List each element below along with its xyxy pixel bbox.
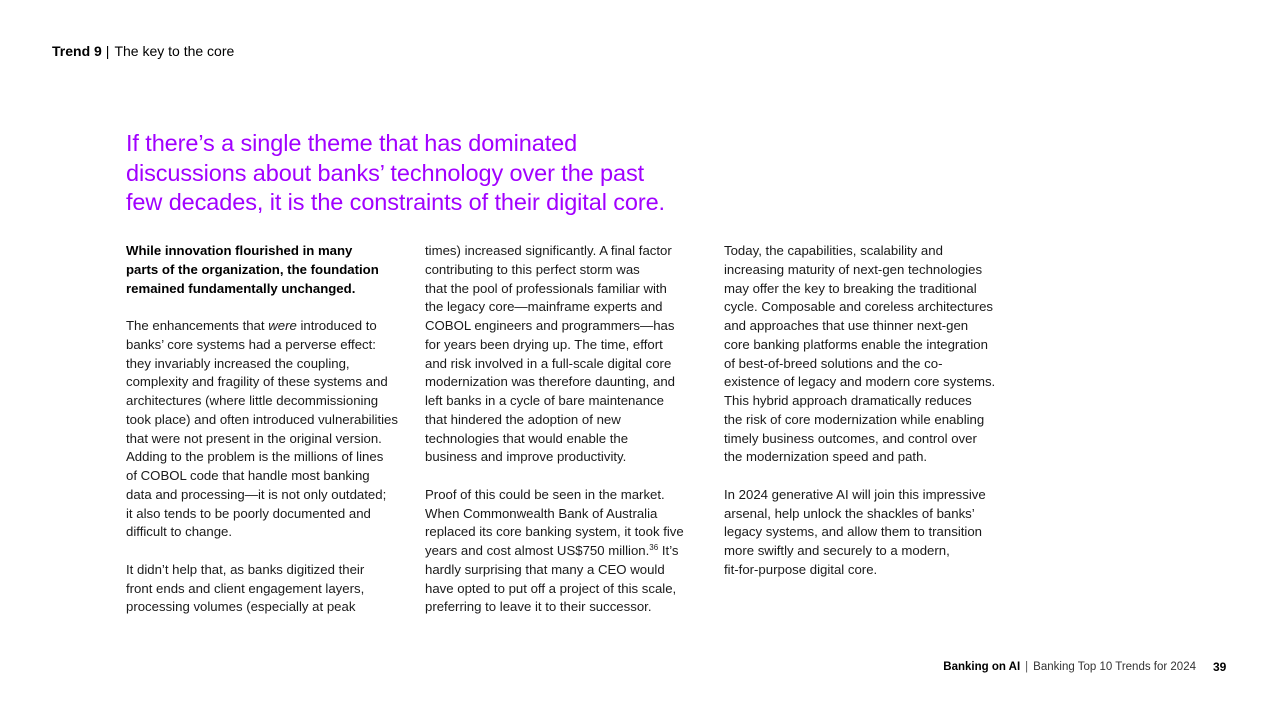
text-line: may offer the key to breaking the traditional: [724, 280, 977, 296]
text-line: replaced its core banking system, it took five: [425, 524, 684, 540]
text-line: that were not present in the original version.: [126, 430, 382, 446]
text-line: cycle. Composable and coreless architectures: [724, 299, 994, 315]
text-line: COBOL engineers and programmers—has: [425, 318, 675, 333]
text-line: front ends and client engagement layers,: [126, 580, 365, 596]
text-line: core banking platforms enable the integration: [724, 336, 988, 352]
text-line: In 2024 generative AI will join this impressive: [724, 486, 986, 502]
text-line: contributing to this perfect storm was: [425, 261, 640, 277]
text-line: increasing maturity of next-gen technologies: [724, 261, 983, 277]
text-line: that hindered the adoption of new: [425, 411, 621, 427]
page-footer: [943, 661, 1196, 673]
text-line: The enhancements that were introduced to: [126, 318, 377, 333]
footer-separator: |: [1025, 661, 1029, 673]
text-line: remained fundamentally unchanged.: [126, 280, 356, 296]
text-line: architectures (where little decommissioning: [126, 393, 379, 408]
text-line: that the pool of professionals familiar with: [425, 280, 667, 296]
text-line: business and improve productivity.: [425, 449, 627, 465]
text-line: years and cost almost US$750 million.$^{36}$ It’s: [425, 543, 679, 558]
paragraph: [425, 486, 684, 617]
paragraph: [724, 242, 995, 467]
body-column-1: [126, 242, 398, 617]
paragraph: [126, 317, 398, 542]
text-line: While innovation flourished in many: [126, 243, 353, 258]
text-line: the risk of core modernization while enabling: [724, 411, 985, 427]
lead-paragraph: [126, 242, 398, 298]
text-line: timely business outcomes, and control over: [724, 430, 977, 446]
page-number: 39: [1213, 660, 1227, 674]
body-column-3: [724, 242, 995, 580]
footnote-ref: 36: [649, 543, 659, 552]
text-line: times) increased significantly. A final factor: [425, 243, 672, 258]
footer-subtitle: Banking Top 10 Trends for 2024: [1033, 661, 1196, 673]
pull-quote: [126, 129, 726, 218]
text-line: preferring to leave it to their successor.: [425, 599, 652, 615]
text-line: data and processing—it is not only outdated;: [126, 486, 387, 502]
text-line: modernization was therefore daunting, and: [425, 374, 675, 390]
text-line: of COBOL code that handle most banking: [126, 468, 370, 483]
header-separator: |: [105, 43, 110, 59]
text-line: it also tends to be poorly documented and: [126, 505, 371, 521]
text-line: This hybrid approach dramatically reduces: [724, 393, 972, 408]
text-line: took place) and often introduced vulnerabilities: [126, 411, 398, 427]
text-line: fit-for-purpose digital core.: [724, 561, 878, 577]
text-line: It didn’t help that, as banks digitized their: [126, 561, 365, 577]
paragraph: [126, 561, 398, 617]
text-line: complexity and fragility of these systems and: [126, 374, 388, 390]
text-line: technologies that would enable the: [425, 430, 629, 446]
text-line: and approaches that use thinner next-gen: [724, 318, 969, 333]
text-line: parts of the organization, the foundation: [126, 261, 379, 277]
text-line: the legacy core—mainframe experts and: [425, 299, 663, 315]
text-line: hardly surprising that many a CEO would: [425, 561, 665, 577]
text-line: When Commonwealth Bank of Australia: [425, 505, 658, 521]
text-line: existence of legacy and modern core systems.: [724, 374, 996, 390]
section-title: The key to the core: [114, 43, 235, 59]
paragraph: [724, 486, 995, 580]
text-line: have opted to put off a project of this scale,: [425, 580, 677, 596]
text-line: more swiftly and securely to a modern,: [724, 543, 950, 558]
text-line: left banks in a cycle of bare maintenance: [425, 393, 664, 408]
page-header: [52, 43, 234, 59]
text-line: they invariably increased the coupling,: [126, 355, 350, 371]
text-line: Today, the capabilities, scalability and: [724, 243, 943, 258]
text-line: banks’ core systems had a perverse effect:: [126, 336, 376, 352]
pull-quote-line: discussions about banks’ technology over the past: [126, 159, 645, 186]
text-line: arsenal, help unlock the shackles of banks’: [724, 505, 975, 521]
text-line: Proof of this could be seen in the market.: [425, 486, 665, 502]
paragraph: [425, 242, 684, 467]
emphasis: were: [268, 318, 297, 333]
text-line: processing volumes (especially at peak: [126, 599, 356, 615]
text-line: of best-of-breed solutions and the co-: [724, 355, 943, 371]
text-line: and risk involved in a full-scale digital core: [425, 355, 672, 371]
text-line: legacy systems, and allow them to transition: [724, 524, 983, 540]
text-line: the modernization speed and path.: [724, 449, 928, 465]
footer-brand: Banking on AI: [943, 661, 1021, 673]
trend-label: Trend 9: [52, 43, 102, 59]
body-column-2: [425, 242, 684, 617]
text-line: Adding to the problem is the millions of lines: [126, 449, 384, 465]
text-line: difficult to change.: [126, 524, 233, 540]
pull-quote-line: If there’s a single theme that has dominated: [126, 130, 578, 156]
text-line: for years been drying up. The time, effort: [425, 336, 663, 352]
pull-quote-line: few decades, it is the constraints of their digital core.: [126, 189, 665, 215]
